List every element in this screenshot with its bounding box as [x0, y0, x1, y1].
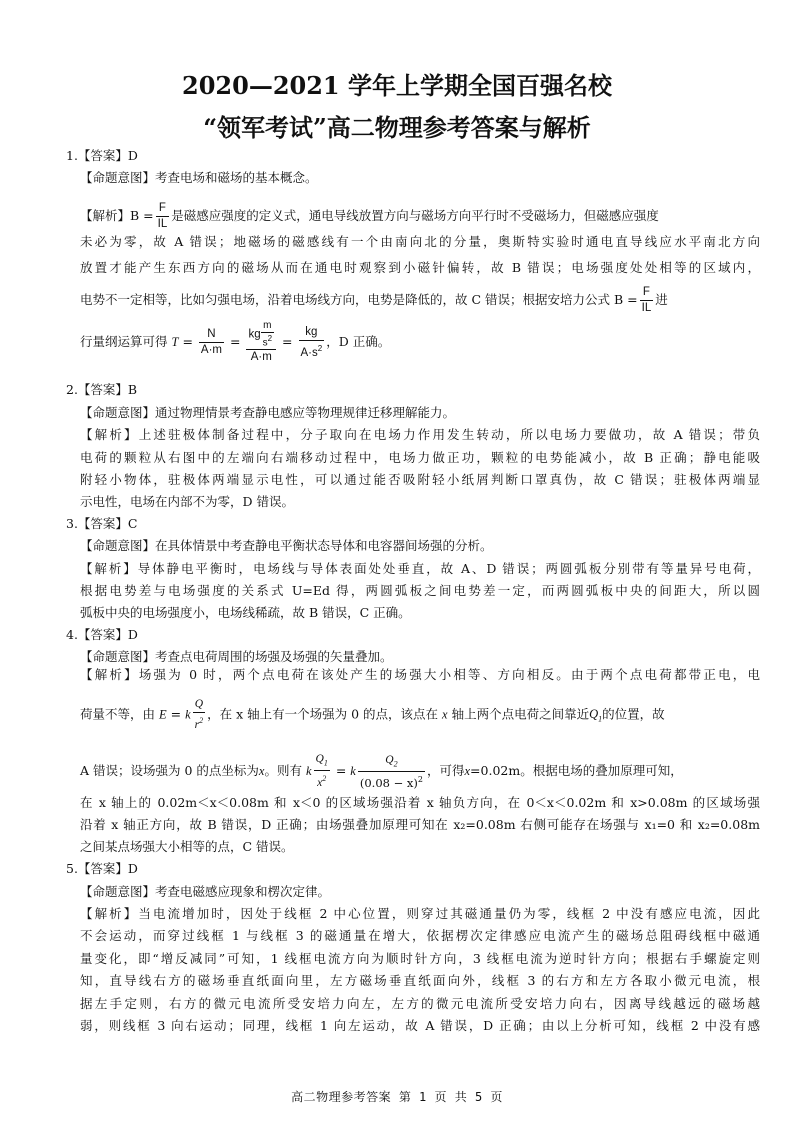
q2-analysis-line2: 电荷的颗粒从右图中的左端向右端移动过程中，电场力做正功，颗粒的电势能减小，故 B 正确；静电能吸	[80, 450, 760, 465]
q1-unit-Am-2: A·m	[250, 351, 272, 364]
k-var-2: k	[350, 764, 356, 779]
q4-answer: 4.【答案】D	[66, 627, 138, 642]
q4-analysis-line2	[80, 697, 760, 733]
q1-unit-fraction-1	[199, 327, 224, 358]
m-over-s2	[261, 320, 274, 349]
q5-analysis-line5: 据左手定则，右方的微元电流所受安培力向左，左方的微元电流所受安培力向右，因离导线越远的磁场越	[80, 996, 760, 1011]
q4-l2-text-b: ，在 x 轴上有一个场强为 0 的点，该点在	[207, 706, 439, 722]
q4-analysis-line1: 【解析】场强为 0 时，两个点电荷在该处产生的场强大小相等、方向相反。由于两个点电荷都带正电，电	[80, 667, 760, 682]
q4-Q: Q	[193, 697, 205, 713]
q1-unit-kg-m-s2	[246, 320, 276, 350]
q1-b2-den: IL	[641, 302, 652, 314]
q4-frac1	[314, 752, 330, 791]
equals-sign-5: =	[335, 763, 347, 779]
q5-analysis-line6: 弱，则线框 3 向右运动；同理，线框 1 向左运动，故 A 错误，D 正确；由以上分析可知，线框 2 中没有感	[80, 1018, 760, 1033]
q1-b-fraction	[156, 201, 170, 232]
q4-l2-text: 荷量不等，由	[80, 706, 156, 722]
q1-unit-fraction-3	[299, 325, 325, 361]
q4-l3-text-d: =0.02m。根据电场的叠加原理可知，	[470, 763, 683, 779]
s2-text	[261, 333, 274, 349]
sq-text-3: 2	[199, 716, 204, 725]
kg-text: kg	[248, 328, 261, 341]
sq-text-2: 2	[317, 343, 323, 353]
q3-analysis-line3: 弧板中央的电场强度小，电场线稀疏，故 B 错误，C 正确。	[80, 605, 411, 620]
q5-analysis-line1: 【解析】当电流增加时，因处于线框 2 中心位置，则穿过其磁通量仍为零，线框 2 中没有感应电流，因此	[80, 906, 760, 921]
q4-l3-text-b: 。则有	[264, 763, 302, 779]
q5-intent: 【命题意图】考查电磁感应现象和楞次定律。	[80, 884, 331, 899]
q2-analysis-line4: 示电性，电场在内部不为零，D 错误。	[80, 494, 294, 509]
q4-frac2-num	[358, 753, 425, 772]
q1-intent: 【命题意图】考查电场和磁场的基本概念。	[80, 170, 318, 185]
q2-intent: 【命题意图】通过物理情景考查静电感应等物理规律迁移理解能力。	[80, 405, 456, 420]
q4-k: k	[185, 707, 191, 722]
Q-text: Q	[315, 753, 324, 765]
q4-analysis-line6: 之间某点场强大小相等的点，C 错误。	[80, 839, 294, 854]
q1-analysis-line3: 放置才能产生东西方向的磁场从而在通电时观察到小磁针偏转，故 B 错误；电场强度处处相等的区域内，	[80, 260, 760, 275]
q1-b-label: 【解析】B =	[80, 208, 154, 223]
page-footer: 高二物理参考答案 第 1 页 共 5 页	[291, 1090, 503, 1104]
q4-frac2	[358, 753, 425, 791]
q1-answer: 1.【答案】D	[66, 148, 138, 163]
q1-analysis-line2: 未必为零，故 A 错误；地磁场的磁感线有一个由南向北的分量，奥斯特实验时通电直导线应水平南北方向	[80, 234, 760, 249]
q1-line4-text: 电势不一定相等，比如匀强电场，沿着电场线方向，电势是降低的，故 C 错误；根据安培力公式 B =	[80, 292, 638, 307]
sq-text: 2	[267, 334, 273, 343]
Q-text-2: Q	[385, 753, 394, 766]
s-text: s	[262, 337, 268, 349]
equals-sign-4: =	[170, 706, 182, 722]
q1-analysis-line4	[80, 285, 760, 316]
q1-line4-tail: 进	[655, 292, 668, 307]
sq-text-4: 2	[322, 774, 327, 784]
k-var: k	[305, 764, 312, 779]
q4-analysis-line5: 沿着 x 轴正方向，故 B 错误，D 正确；由场强叠加原理可知在 x₂=0.08m 右侧可能存在场强与 x₁=0 和 x₂=0.08m	[80, 817, 760, 832]
q1-b-fraction-2	[640, 285, 654, 316]
q3-answer: 3.【答案】C	[66, 516, 138, 531]
x-text: x	[317, 777, 323, 790]
q4-l3-text-c: ，可得	[426, 763, 465, 779]
q1-unit-fraction-2	[246, 320, 276, 365]
q1-b-den: IL	[157, 218, 168, 230]
q1-line1-text: 是磁感应强度的定义式，通电导线放置方向与磁场方向平行时不受磁场力，但磁感应强度	[171, 208, 659, 223]
q4-analysis-line3	[80, 752, 760, 791]
q4-frac1-den	[314, 771, 330, 791]
As-text: A·s	[300, 346, 318, 359]
equals-sign: =	[182, 334, 193, 350]
r-text: r	[194, 718, 200, 731]
q4-intent: 【命题意图】考查点电荷周围的场强及场强的矢量叠加。	[80, 649, 393, 664]
q5-analysis-line3: 量变化，即“增反减同”可知，1 线框电流方向为顺时针方向，3 线框电流为逆时针方向；根据右手螺旋定则	[80, 951, 760, 966]
q5-analysis-line2: 不会运动，而穿过线框 1 与线框 3 的磁通量在增大，依据楞次定律感应电流产生的磁场总阻碍线框中磁通	[80, 928, 760, 943]
x-var-2: x	[258, 764, 265, 779]
q1-line5-tail: ，D 正确。	[326, 334, 391, 350]
page-title: 2020—2021 学年上学期全国百强名校	[182, 71, 612, 100]
q4-r2	[193, 713, 205, 733]
q3-analysis-line1: 【解析】导体静电平衡时，电场线与导体表面处处垂直，故 A、D 错误；两圆弧板分别带有等量异号电荷，	[80, 561, 760, 576]
q4-l2-text-c: 轴上两个点电荷之间靠近	[451, 706, 590, 722]
q4-E: E	[159, 707, 167, 722]
q4-frac1-num	[314, 752, 330, 771]
x-var-3: x	[464, 764, 471, 779]
q4-analysis-line4: 在 x 轴上的 0.02m＜x＜0.08m 和 x＜0 的区域场强沿着 x 轴负方向，在 0＜x＜0.02m 和 x>0.08m 的区域场强	[80, 795, 760, 810]
q1-line5-text: 行量纲运算可得	[80, 334, 168, 350]
equals-sign-2: =	[229, 334, 241, 350]
equals-sign-3: =	[282, 334, 293, 350]
page-subtitle: “领军考试”高二物理参考答案与解析	[203, 113, 591, 142]
q1-unit-As2	[299, 341, 325, 361]
q1-unit-kg: kg	[299, 325, 325, 341]
two-sub: 2	[393, 758, 398, 768]
q3-analysis-line2: 根据电势差与电场强度的关系式 U=Ed 得，两圆弧板之间电势差一定，而两圆弧板中央的间距大，所以圆	[80, 583, 760, 598]
q2-analysis-line1: 【解析】上述驻极体制备过程中，分子取向在电场力作用发生转动，所以电场力要做功，故 A 错误；带负	[80, 427, 760, 442]
sq-text-5: 2	[417, 774, 423, 784]
x-var: x	[442, 707, 448, 722]
q5-answer: 5.【答案】D	[66, 861, 138, 876]
q3-intent: 【命题意图】在具体情景中考查静电平衡状态导体和电容器间场强的分析。	[80, 538, 493, 553]
q1-b2-num: F	[640, 285, 654, 301]
Q1-text: Q	[589, 707, 599, 722]
q4-l3-text: A 错误；设场强为 0 的点坐标为	[80, 763, 259, 779]
q4-Q1	[589, 707, 603, 724]
q4-l2-text-d: 的位置，故	[602, 706, 665, 722]
den-text: (0.08 − x)	[359, 775, 418, 790]
m-text: m	[261, 320, 274, 333]
Q1-sub: 1	[598, 714, 603, 724]
q1-T-symbol: T	[171, 335, 179, 350]
q1-b-num: F	[156, 201, 170, 217]
q4-frac2-den	[358, 772, 425, 791]
q1-unit-Am: A·m	[200, 344, 222, 357]
q2-answer: 2.【答案】B	[66, 382, 138, 397]
q1-analysis-line1	[80, 201, 760, 232]
q1-analysis-line5	[80, 320, 760, 365]
q2-analysis-line3: 附轻小物体，驻极体两端显示电性，可以通过能否吸附轻小纸屑判断口罩真伪，故 C 错误；驻极体两端显	[80, 472, 760, 487]
one-sub: 1	[323, 758, 328, 768]
q5-analysis-line4: 知，直导线右方的磁场垂直纸面向里，左方磁场垂直纸面向外，线框 3 的右方和左方各取小微元电流，根	[80, 973, 760, 988]
q1-unit-N: N	[199, 327, 224, 343]
q4-kqr2-fraction	[193, 697, 205, 733]
